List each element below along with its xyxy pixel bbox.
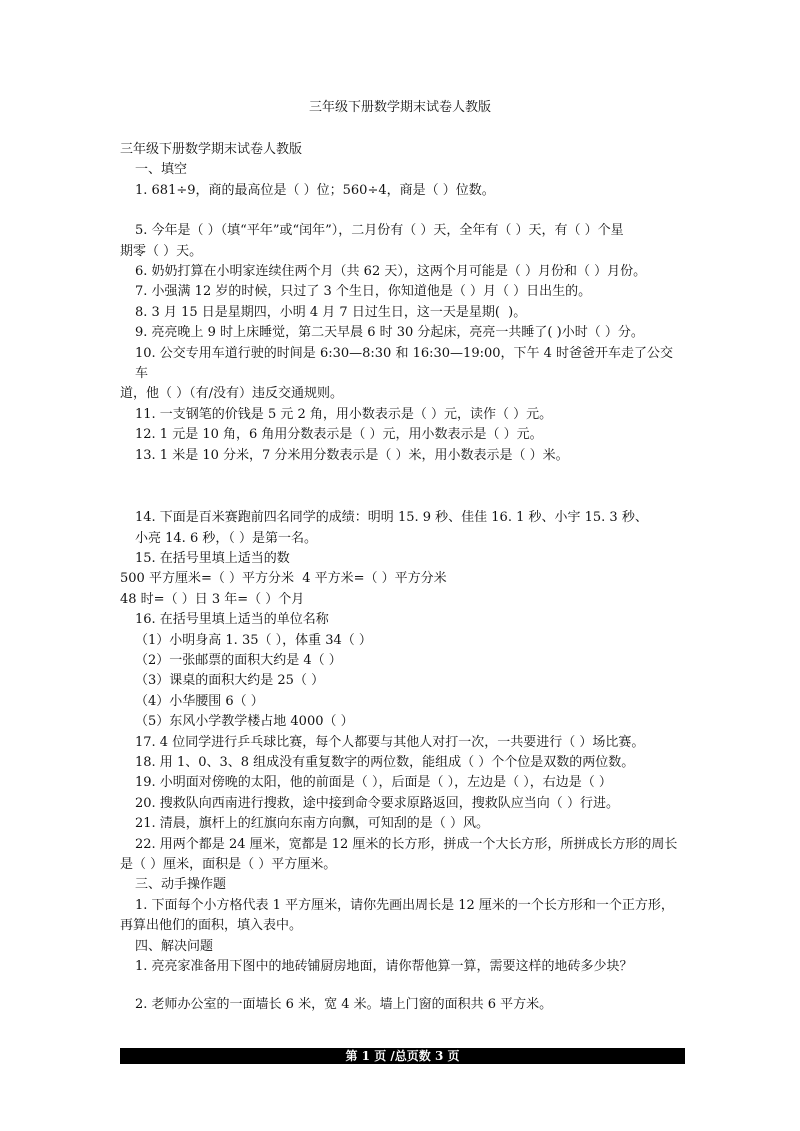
solve-question-2: 2. 老师办公室的一面墙长 6 米，宽 4 米。墙上门窗的面积共 6 平方米。 xyxy=(135,997,553,1013)
operation-question-1-line-1: 1. 下面每个小方格代表 1 平方厘米，请你先画出周长是 12 厘米的一个长方形和一个正方形， xyxy=(135,897,674,913)
question-19: 19. 小明面对傍晚的太阳，他的前面是（ ），后面是（ ），左边是（ ），右边是（ ） xyxy=(135,775,612,791)
question-10-line-2: 道，他（ ）（有/没有）违反交通规则。 xyxy=(120,386,344,402)
page-footer: 第 1 页 /总页数 3 页 xyxy=(120,1048,685,1064)
question-15-row-1: 500 平方厘米=（ ）平方分米 4 平方米=（ ）平方分米 xyxy=(120,571,447,587)
solve-question-1: 1. 亮亮家准备用下图中的地砖铺厨房地面，请你帮他算一算，需要这样的地砖多少块？ xyxy=(135,959,633,975)
question-11: 11. 一支钢笔的价钱是 5 元 2 角，用小数表示是（ ）元，读作（ ）元。 xyxy=(135,406,553,422)
question-16: 16. 在括号里填上适当的单位名称 xyxy=(135,612,329,628)
question-17: 17. 4 位同学进行乒乓球比赛，每个人都要与其他人对打一次，一共要进行（ ）场比赛。 xyxy=(135,734,645,750)
question-21: 21. 清晨，旗杆上的红旗向东南方向飘，可知刮的是（ ）风。 xyxy=(135,816,489,832)
document-body xyxy=(120,140,685,1016)
question-14-line-1: 14. 下面是百米赛跑前四名同学的成绩：明明 15. 9 秒、佳佳 16. 1 秒、小宇 15. 3 秒、 xyxy=(135,510,648,526)
document-title: 三年级下册数学期末试卷人教版 xyxy=(120,142,303,157)
question-15: 15. 在括号里填上适当的数 xyxy=(135,550,290,566)
question-5-line-1: 5. 今年是（ ）（填“平年”或“闰年”），二月份有（ ）天，全年有（ ）天，有（ ）个星 xyxy=(135,223,624,239)
section-heading-operation: 三、动手操作题 xyxy=(135,877,227,893)
question-16-item-3: （3）课桌的面积大约是 25（ ） xyxy=(135,673,325,689)
question-6: 6. 奶奶打算在小明家连续住两个月（共 62 天），这两个月可能是（ ）月份和（ ）月份。 xyxy=(135,264,647,280)
question-16-item-1: （1）小明身高 1. 35（ ），体重 34（ ） xyxy=(135,632,372,648)
question-18: 18. 用 1、0、3、8 组成没有重复数字的两位数，能组成（ ）个个位是双数的两位数。 xyxy=(135,754,635,770)
section-heading-fill-blank: 一、填空 xyxy=(135,162,188,178)
question-13: 13. 1 米是 10 分米，7 分米用分数表示是（ ）米，用小数表示是（ ）米。 xyxy=(135,447,569,463)
question-22-line-1: 22. 用两个都是 24 厘米，宽都是 12 厘米的长方形，拼成一个大长方形，所拼成长方形的周长 xyxy=(135,836,678,852)
question-12: 12. 1 元是 10 角，6 角用分数表示是（ ）元，用小数表示是（ ）元。 xyxy=(135,427,543,443)
question-14-line-2: 小亮 14. 6 秒，（ ）是第一名。 xyxy=(135,530,317,546)
spacer xyxy=(120,977,685,995)
question-10-line-1: 10. 公交专用车道行驶的时间是 6:30—8:30 和 16:30—19:00，下午 4 时爸爸开车走了公交车 xyxy=(135,345,674,382)
question-16-item-2: （2）一张邮票的面积大约是 4（ ） xyxy=(135,652,342,668)
question-8: 8. 3 月 15 日是星期四，小明 4 月 7 日过生日，这一天是星期( )。 xyxy=(135,304,527,320)
question-16-item-5: （5）东风小学教学楼占地 4000（ ） xyxy=(135,714,354,730)
question-5-line-2: 期零（ ）天。 xyxy=(120,243,203,259)
spacer xyxy=(120,201,685,221)
question-1: 1. 681÷9，商的最高位是（ ）位；560÷4，商是（ ）位数。 xyxy=(135,182,495,198)
question-9: 9. 亮亮晚上 9 时上床睡觉，第二天早晨 6 时 30 分起床，亮亮一共睡了( )小时（ ）分。 xyxy=(135,325,644,341)
section-heading-solve: 四、解决问题 xyxy=(135,938,214,954)
spacer xyxy=(120,466,685,508)
header-title: 三年级下册数学期末试卷人教版 xyxy=(308,100,491,115)
question-7: 7. 小强满 12 岁的时候，只过了 3 个生日，你知道他是（ ）月（ ）日出生的。 xyxy=(135,284,592,300)
question-15-row-2: 48 时=（ ）日 3 年=（ ）个月 xyxy=(120,591,305,607)
question-16-item-4: （4）小华腰围 6（ ） xyxy=(135,693,264,709)
question-22-line-2: 是（ ）厘米，面积是（ ）平方厘米。 xyxy=(120,857,337,872)
operation-question-1-line-2: 再算出他们的面积，填入表中。 xyxy=(120,918,303,934)
question-20: 20. 搜救队向西南进行搜救，途中接到命令要求原路返回，搜救队应当向（ ）行进。 xyxy=(135,795,619,811)
